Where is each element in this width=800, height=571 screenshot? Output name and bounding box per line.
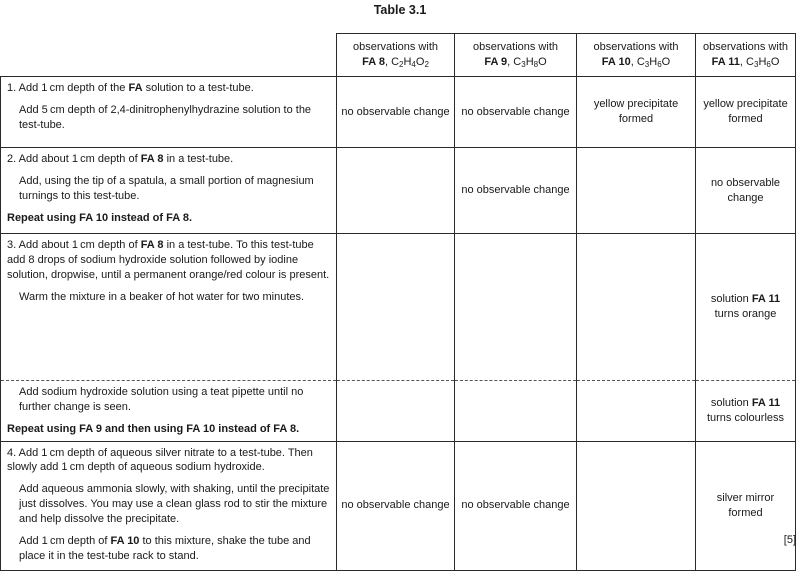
table-row (1, 148, 796, 234)
repeat-instruction: Repeat using FA 10 instead of FA 8. (7, 211, 193, 224)
instruction-text: 1. Add 1 cm depth of the FA solution to a test-tube. (7, 82, 254, 94)
table-title: Table 3.1 (373, 3, 427, 17)
observation-cell: solution FA 11 turns orange (696, 234, 796, 381)
observation-cell: yellow precipitate formed (696, 77, 796, 148)
header-fa8 (337, 34, 455, 77)
observation-cell: yellow precipitate formed (577, 77, 696, 148)
instruction-text: Add 1 cm depth of FA 10 to this mixture, shake the tube and place it in the test-tube rack to stand. (19, 534, 311, 562)
results-table (0, 33, 796, 571)
header-substance: FA 11, $C_3H_6O$ (711, 56, 780, 69)
instruction-cell (1, 77, 337, 148)
observation-cell: no observable change (696, 148, 796, 234)
observation-cell: no observable change (455, 77, 577, 148)
observation-cell (577, 381, 696, 442)
header-fa10 (577, 34, 696, 77)
instruction-text: Add 5 cm depth of 2,4-dinitrophenylhydrazine solution to the test-tube. (19, 103, 312, 131)
observation-cell: no observable change (337, 77, 455, 148)
table-row (1, 77, 796, 148)
observation-cell (337, 381, 455, 442)
instruction-text: 3. Add about 1 cm depth of FA 8 in a test-tube. To this test-tube add 8 drops of sodium hydroxide solution followed by iodine solution, dropwise, until a permanent orange/red colour is present. (7, 239, 330, 281)
header-substance: FA 8, $C_2H_4O_2$ (362, 56, 429, 69)
observation-cell (455, 234, 577, 381)
observation-cell: no observable change (455, 441, 577, 570)
instruction-text: 2. Add about 1 cm depth of FA 8 in a test-tube. (7, 153, 234, 165)
observation-cell (577, 234, 696, 381)
observation-cell (337, 148, 455, 234)
header-label: observations with (353, 41, 438, 54)
header-row (1, 34, 796, 77)
instruction-text: Warm the mixture in a beaker of hot water for two minutes. (19, 290, 305, 303)
marks-label: [5] (783, 534, 796, 546)
table-row (1, 234, 796, 381)
observation-cell (455, 381, 577, 442)
header-fa11 (696, 34, 796, 77)
observation-cell (337, 234, 455, 381)
instruction-cell (1, 381, 337, 442)
observation-cell: no observable change (337, 441, 455, 570)
observation-cell (577, 148, 696, 234)
repeat-instruction: Repeat using FA 9 and then using FA 10 instead of FA 8. (7, 422, 300, 435)
observation-cell: silver mirror formed (696, 441, 796, 570)
instruction-text: Add, using the tip of a spatula, a small portion of magnesium turnings to this test-tube. (19, 174, 314, 202)
header-fa9 (455, 34, 577, 77)
header-label: observations with (473, 41, 558, 54)
header-label: observations with (593, 41, 679, 54)
header-substance: FA 10, $C_3H_6O$ (601, 56, 671, 69)
table-row (1, 381, 796, 442)
header-label: observations with (703, 41, 788, 54)
observation-cell: solution FA 11 turns colourless (696, 381, 796, 442)
instruction-text: Add aqueous ammonia slowly, with shaking, until the precipitate just dissolves. You may use a clean glass rod to stir the mixture and help dissolve the precipitate. (19, 483, 330, 525)
instruction-text: Add sodium hydroxide solution using a teat pipette until no further change is seen. (19, 386, 304, 413)
header-blank-cell (1, 34, 337, 77)
instruction-cell (1, 234, 337, 381)
observation-cell: no observable change (455, 148, 577, 234)
header-substance: FA 9, $C_3H_8O$ (484, 56, 547, 69)
instruction-text: 4. Add 1 cm depth of aqueous silver nitrate to a test-tube. Then slowly add 1 cm depth of aqueous sodium hydroxide. (7, 446, 313, 474)
instruction-cell (1, 148, 337, 234)
